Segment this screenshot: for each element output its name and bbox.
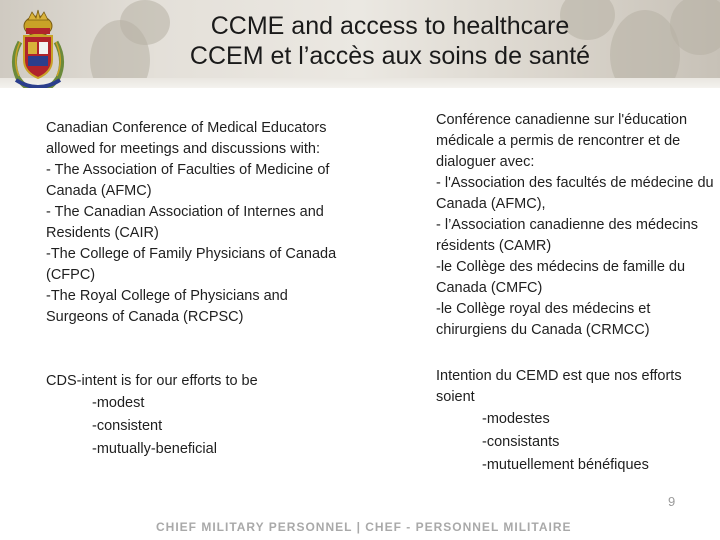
crest-emblem-icon: [6, 2, 70, 88]
french-intent-item: -consistants: [482, 434, 560, 450]
footer-text: CHIEF MILITARY PERSONNEL | CHEF - PERSONNEL MILITAIRE: [156, 520, 572, 534]
french-intent-item: -mutuellement bénéfiques: [482, 457, 649, 473]
english-partners-column: [46, 118, 346, 328]
english-intent-item: -modest: [92, 395, 145, 411]
english-partner-item: - The Association of Faculties of Medicine of Canada (AFMC): [46, 162, 330, 199]
header-band: [0, 78, 720, 88]
english-intent-intro: CDS-intent is for our efforts to be: [46, 373, 258, 389]
english-intent-item: -mutually-beneficial: [92, 441, 217, 457]
french-intent-intro: Intention du CEMD est que nos efforts soient: [436, 368, 682, 405]
english-partner-item: -The College of Family Physicians of Canada (CFPC): [46, 246, 337, 283]
french-intent-item: -modestes: [482, 411, 550, 427]
english-intent-column: [46, 371, 346, 461]
french-partner-item: - l'Association des facultés de médecine du Canada (AFMC),: [436, 175, 714, 212]
english-intro: Canadian Conference of Medical Educators allowed for meetings and discussions with:: [46, 120, 327, 157]
english-partner-item: - The Canadian Association of Internes and Residents (CAIR): [46, 204, 324, 241]
english-intent-item: -consistent: [92, 418, 163, 434]
french-intent-column: [436, 366, 720, 477]
french-partners-column: [436, 110, 720, 341]
french-partner-item: -le Collège des médecins de famille du Canada (CMFC): [436, 259, 686, 296]
header-banner: [0, 0, 720, 88]
page-number: 9: [668, 494, 676, 509]
french-intro: Conférence canadienne sur l'éducation médicale a permis de rencontrer et de dialoguer avec:: [436, 112, 688, 170]
title-english: CCME and access to healthcare: [210, 12, 570, 40]
french-partner-item: -le Collège royal des médecins et chirurgiens du Canada (CRMCC): [436, 301, 651, 338]
english-partner-item: -The Royal College of Physicians and Surgeons of Canada (RCPSC): [46, 288, 288, 325]
french-partner-item: - l’Association canadienne des médecins résidents (CAMR): [436, 217, 698, 254]
title-french: CCEM et l’accès aux soins de santé: [189, 42, 591, 70]
